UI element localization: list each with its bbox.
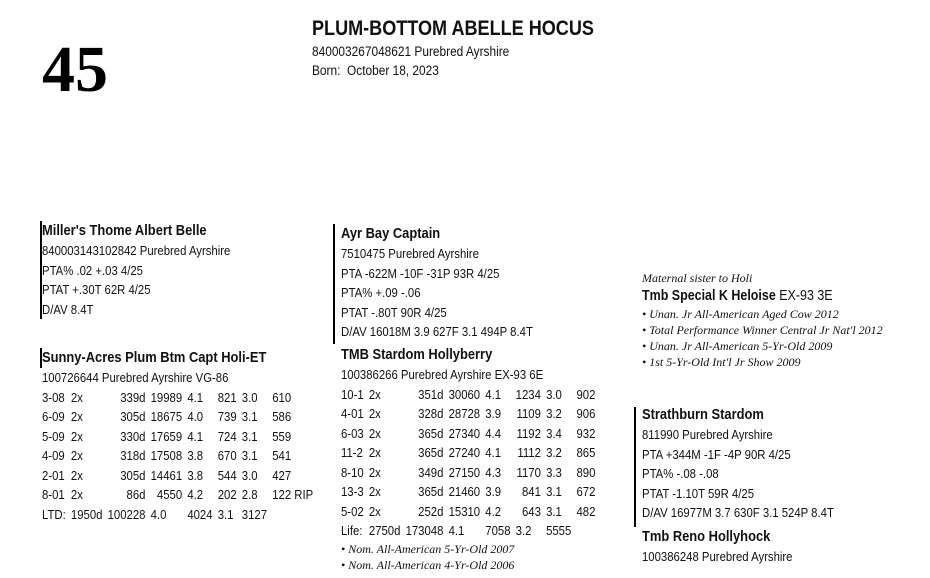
table-cell: 10-1 — [341, 386, 364, 402]
table-cell — [272, 505, 318, 525]
maternal-sister-caption: Maternal sister to Holi — [642, 271, 753, 285]
table-cell: 4.1 — [187, 428, 204, 444]
lot-number: 45 — [42, 33, 108, 106]
maternal-sister-honor: • Unan. Jr All-American Aged Cow 2012 — [642, 307, 839, 321]
ggsire-bar — [634, 407, 636, 527]
granddam-name: TMB Stardom Hollyberry — [341, 346, 493, 363]
sire-line: D/AV 8.4T — [42, 301, 94, 317]
table-cell: 328d — [418, 406, 444, 421]
ggdam-id: 100386248 Purebred Ayrshire — [642, 549, 793, 564]
table-cell: 28728 — [448, 406, 481, 421]
dam-sire-name: Ayr Bay Captain — [341, 225, 441, 242]
table-cell: 4.0 — [150, 506, 167, 522]
table-row — [42, 407, 318, 427]
table-cell: 2x — [368, 386, 381, 402]
table-cell: 305d — [120, 467, 146, 483]
table-cell: 3.2 — [546, 445, 562, 460]
table-cell: 541 — [272, 448, 292, 463]
sire-name: Miller's Thome Albert Belle — [42, 222, 207, 239]
table-cell: 4.3 — [485, 464, 502, 480]
table-cell: 6-03 — [341, 425, 364, 441]
table-cell: 15310 — [448, 503, 481, 519]
table-row — [341, 482, 601, 502]
table-cell: 100228 — [107, 506, 146, 522]
sire-line: PTA% .02 +.03 4/25 — [42, 262, 143, 278]
table-row — [42, 446, 318, 466]
table-cell: 3-08 — [42, 389, 65, 405]
table-cell: 2x — [368, 406, 381, 421]
table-cell: 122 RIP — [272, 487, 314, 502]
table-cell: 4.2 — [485, 503, 502, 519]
dam-sire-line: D/AV 16018M 3.9 627F 3.1 494P 8.4T — [341, 324, 533, 339]
table-cell: 1234 — [515, 386, 541, 402]
ggdam-name: Tmb Reno Hollyhock — [642, 528, 771, 545]
table-cell: 17508 — [150, 448, 183, 463]
maternal-sister-score: EX-93 3E — [779, 288, 833, 304]
dam-sire-line: PTA% +.09 -.06 — [341, 285, 421, 300]
ggsire-block — [642, 405, 865, 523]
table-cell: 821 — [217, 389, 237, 405]
table-cell: 351d — [418, 386, 444, 402]
table-cell: 610 — [272, 389, 292, 405]
table-cell: 2x — [70, 428, 83, 444]
animal-name: PLUM-BOTTOM ABELLE HOCUS — [312, 17, 594, 40]
dam-sire-line: PTAT -.80T 90R 4/25 — [341, 304, 447, 320]
table-cell: 339d — [120, 389, 146, 405]
table-cell: 330d — [120, 428, 146, 444]
maternal-sister-honor: • Unan. Jr All-American 5-Yr-Old 2009 — [642, 339, 833, 353]
table-row — [42, 485, 318, 505]
table-cell: 3.2 — [515, 523, 532, 538]
table-cell: 3.0 — [546, 386, 562, 402]
dam-sire-line: PTA -622M -10F -31P 93R 4/25 — [341, 265, 500, 281]
table-cell: 13-3 — [341, 484, 364, 499]
table-cell: 3.8 — [187, 448, 204, 463]
table-cell: 1170 — [516, 464, 541, 480]
table-cell: 1950d — [70, 506, 103, 522]
table-cell: 3.1 — [241, 428, 258, 444]
table-row — [341, 463, 601, 483]
table-cell: 252d — [418, 503, 444, 519]
table-row — [42, 427, 318, 447]
table-cell: 3.1 — [217, 506, 234, 522]
table-cell: 30060 — [448, 386, 481, 402]
granddam-id: 100386266 Purebred Ayrshire EX-93 6E — [341, 367, 544, 382]
table-cell: 841 — [521, 484, 541, 499]
born-date: October 18, 2023 — [347, 63, 439, 78]
table-cell: 4.1 — [448, 523, 465, 538]
table-cell: 3.2 — [546, 406, 562, 421]
table-cell: 482 — [576, 503, 596, 519]
table-cell: 3.1 — [241, 448, 258, 463]
table-cell: 7058 — [485, 523, 511, 538]
table-cell: 865 — [576, 445, 596, 460]
table-cell: 2x — [368, 464, 381, 480]
table-cell: 890 — [576, 464, 596, 480]
table-cell: 3.9 — [485, 484, 502, 499]
table-cell: 5555 — [546, 523, 572, 538]
table-cell: 2.8 — [241, 487, 258, 502]
table-cell: 4.1 — [187, 389, 204, 405]
table-cell: 202 — [217, 487, 237, 502]
table-cell: 932 — [576, 425, 596, 441]
table-cell: 11-2 — [341, 445, 363, 460]
table-cell: 3.8 — [187, 467, 204, 483]
table-cell: 427 — [272, 467, 292, 483]
granddam-block — [341, 345, 643, 573]
table-cell: 3127 — [241, 506, 268, 522]
table-cell: 365d — [418, 445, 444, 460]
table-cell: 14461 — [150, 467, 183, 483]
table-row — [341, 404, 601, 424]
granddam-records-table — [341, 385, 601, 541]
table-cell: 5-09 — [42, 428, 65, 444]
table-cell: 2x — [368, 503, 381, 519]
table-cell: 365d — [418, 484, 444, 499]
table-cell: 902 — [576, 386, 596, 402]
table-cell: 17659 — [150, 428, 183, 444]
table-cell: 18675 — [150, 409, 183, 424]
table-row — [341, 385, 601, 405]
animal-born — [312, 61, 805, 80]
animal-id: 840003267048621 Purebred Ayrshire — [312, 44, 510, 59]
table-cell: 2x — [70, 389, 83, 405]
table-cell: 5-02 — [341, 503, 364, 519]
table-cell: 349d — [418, 464, 444, 480]
table-cell: 906 — [576, 406, 596, 421]
table-cell: 6-09 — [42, 409, 65, 424]
table-cell: 365d — [418, 425, 444, 441]
ggsire-line: PTA +344M -1F -4P 90R 4/25 — [642, 446, 791, 462]
ggsire-line: 811990 Purebred Ayrshire — [642, 427, 773, 442]
table-cell: 4-09 — [42, 448, 65, 463]
life-row — [341, 521, 601, 541]
table-row — [42, 466, 318, 486]
dam-name: Sunny-Acres Plum Btm Capt Holi-ET — [42, 349, 267, 366]
granddam-honor: • Nom. All-American 4-Yr-Old 2006 — [341, 557, 515, 572]
table-cell: 8-10 — [341, 464, 364, 480]
maternal-sister-honor: • Total Performance Winner Central Jr Nat'l 2012 — [642, 323, 883, 337]
born-label: Born: — [312, 63, 341, 78]
table-cell: 544 — [217, 467, 237, 483]
ggsire-line: D/AV 16977M 3.7 630F 3.1 524P 8.4T — [642, 505, 834, 520]
granddam-honor: • Nom. All-American 5-Yr-Old 2007 — [341, 541, 515, 556]
dam-id: 100726644 Purebred Ayrshire VG-86 — [42, 370, 229, 385]
table-cell: 27340 — [448, 425, 481, 441]
table-cell — [576, 521, 600, 541]
table-cell: 3.0 — [241, 467, 258, 483]
table-cell: 4550 — [156, 487, 183, 502]
table-row — [42, 388, 318, 408]
table-cell: 1112 — [517, 445, 541, 460]
maternal-sister-name-line — [642, 286, 849, 306]
dam-sire-line: 7510475 Purebred Ayrshire — [341, 246, 479, 261]
dam-records-table — [42, 388, 318, 525]
table-cell: 4024 — [187, 506, 213, 522]
table-cell: 4.0 — [187, 409, 204, 424]
dam-sire-bar — [333, 224, 335, 344]
animal-header — [312, 16, 872, 80]
table-cell: 643 — [521, 503, 541, 519]
ggsire-line: PTAT -1.10T 59R 4/25 — [642, 485, 755, 501]
table-cell: 586 — [272, 409, 292, 424]
table-cell: 3.1 — [546, 484, 562, 499]
table-cell: 27240 — [448, 445, 481, 460]
maternal-sister-honor: • 1st 5-Yr-Old Int'l Jr Show 2009 — [642, 355, 801, 369]
table-cell: 3.3 — [546, 464, 562, 480]
table-cell: LTD: — [42, 506, 66, 522]
table-cell: 4.1 — [485, 445, 502, 460]
table-cell: 2x — [70, 448, 83, 463]
dam-sire-block — [341, 224, 564, 342]
table-cell: 724 — [217, 428, 237, 444]
table-cell: 3.1 — [241, 409, 258, 424]
ggdam-block — [642, 527, 817, 567]
table-cell: 4.4 — [485, 425, 502, 441]
table-cell: 4-01 — [341, 406, 364, 421]
table-cell: 559 — [272, 428, 292, 444]
dam-block — [42, 348, 363, 524]
table-cell: 2x — [70, 467, 83, 483]
sire-line: PTAT +.30T 62R 4/25 — [42, 282, 151, 297]
table-cell: 672 — [576, 484, 596, 499]
table-cell: 1109 — [516, 406, 541, 421]
table-row — [341, 443, 601, 463]
table-cell: 305d — [120, 409, 146, 424]
table-cell: 173048 — [405, 523, 444, 538]
table-cell: 670 — [217, 448, 237, 463]
table-cell: 8-01 — [42, 487, 65, 502]
maternal-sister-block — [642, 270, 883, 370]
table-cell: 21460 — [448, 484, 481, 499]
table-cell: 739 — [217, 409, 237, 424]
table-cell: 2x — [70, 487, 83, 502]
ggsire-name: Strathburn Stardom — [642, 406, 764, 423]
table-cell: 1192 — [516, 425, 541, 441]
table-cell: 86d — [126, 487, 146, 502]
table-cell: 2x — [70, 409, 83, 424]
table-cell: 27150 — [448, 464, 481, 480]
table-cell: 3.0 — [241, 389, 258, 405]
table-row — [341, 424, 601, 444]
table-row — [341, 502, 601, 522]
sire-block — [42, 221, 261, 319]
table-cell: 2-01 — [42, 467, 65, 483]
table-cell: 3.4 — [546, 425, 562, 441]
table-cell: 2x — [368, 425, 381, 441]
table-cell: 318d — [120, 448, 146, 463]
table-cell: 2750d — [368, 523, 401, 538]
table-cell: Life: — [341, 523, 363, 538]
table-cell: 19989 — [150, 389, 183, 405]
table-cell: 2x — [368, 484, 381, 499]
table-cell: 4.1 — [485, 386, 502, 402]
sire-line: 840003143102842 Purebred Ayrshire — [42, 243, 231, 258]
table-cell: 3.1 — [546, 503, 562, 519]
table-cell: 3.9 — [485, 406, 502, 421]
ggsire-line: PTA% -.08 -.08 — [642, 466, 719, 481]
maternal-sister-name: Tmb Special K Heloise — [642, 288, 776, 304]
table-cell: 4.2 — [187, 487, 204, 502]
ltd-row — [42, 505, 318, 525]
table-cell: 2x — [368, 445, 381, 460]
